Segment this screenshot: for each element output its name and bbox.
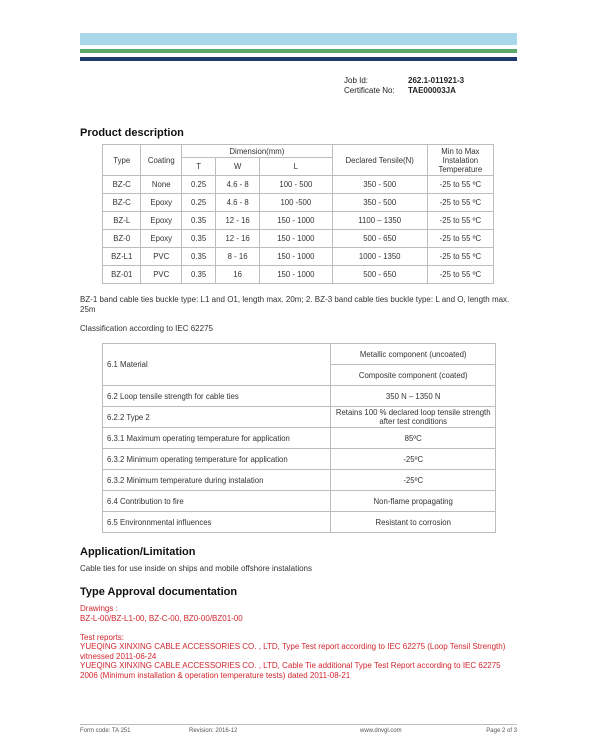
cell-w: 16 — [216, 266, 260, 284]
classification-property: 6.3.2 Minimum operating temperature for application — [103, 449, 331, 470]
header-tensile: Declared Tensile(N) — [332, 145, 427, 176]
table-row — [103, 266, 494, 284]
cell-tensile: 1100 – 1350 — [332, 212, 427, 230]
cell-tensile: 1000 - 1350 — [332, 248, 427, 266]
product-table — [102, 144, 494, 284]
classification-title: Classification according to IEC 62275 — [80, 324, 213, 333]
cell-t: 0.35 — [182, 230, 216, 248]
cell-w: 4.6 - 8 — [216, 194, 260, 212]
classification-property: 6.4 Contribution to fire — [103, 491, 331, 512]
cell-tensile: 500 - 650 — [332, 266, 427, 284]
table-row — [103, 230, 494, 248]
cell-t: 0.25 — [182, 194, 216, 212]
drawings-label: Drawings : — [80, 604, 118, 613]
table-row — [103, 194, 494, 212]
cell-temperature: -25 to 55 ºC — [427, 230, 493, 248]
table-row — [103, 248, 494, 266]
table-row — [103, 386, 496, 407]
table-row — [103, 428, 496, 449]
cell-temperature: -25 to 55 ºC — [427, 212, 493, 230]
job-id-value: 262.1-011921-3 — [408, 76, 465, 85]
cell-temperature: -25 to 55 ºC — [427, 266, 493, 284]
cell-t: 0.25 — [182, 176, 216, 194]
header-band-navy — [80, 57, 517, 61]
job-id-label: Job Id: — [344, 76, 369, 85]
header-t: T — [182, 158, 216, 176]
header-temperature: Min to Max Instalation Temperature — [427, 145, 493, 176]
application-title: Application/Limitation — [80, 546, 196, 558]
cell-t: 0.35 — [182, 212, 216, 230]
cell-coating: None — [141, 176, 182, 194]
material-label: 6.1 Material — [103, 344, 331, 386]
classification-property: 6.2.2 Type 2 — [103, 407, 331, 428]
classification-property: 6.5 Environnmental influences — [103, 512, 331, 533]
cell-l: 150 - 1000 — [260, 266, 333, 284]
classification-value: 85ºC — [331, 428, 496, 449]
cell-type: BZ-L1 — [103, 248, 141, 266]
cell-l: 150 - 1000 — [260, 248, 333, 266]
material-value-metallic: Metallic component (uncoated) — [331, 344, 496, 365]
test-reports-label: Test reports: — [80, 633, 125, 642]
cell-type: BZ-L — [103, 212, 141, 230]
footer-form-code: Form code: TA 251 — [80, 728, 131, 734]
table-row — [103, 512, 496, 533]
cell-w: 12 - 16 — [216, 212, 260, 230]
cell-l: 150 - 1000 — [260, 230, 333, 248]
header-l: L — [260, 158, 333, 176]
cell-temperature: -25 to 55 ºC — [427, 248, 493, 266]
test-report-1: YUEQING XINXING CABLE ACCESSORIES CO. , LTD, Type Test report according to IEC 62275 (Loop Tensil Strength) vitnessed 2011-06-24 — [80, 642, 506, 661]
cell-coating: PVC — [141, 266, 182, 284]
product-description-title: Product description — [80, 127, 184, 139]
cell-tensile: 350 - 500 — [332, 194, 427, 212]
cell-t: 0.35 — [182, 248, 216, 266]
cell-type: BZ-0 — [103, 230, 141, 248]
cell-temperature: -25 to 55 ºC — [427, 194, 493, 212]
cell-t: 0.35 — [182, 266, 216, 284]
test-report-2: YUEQING XINXING CABLE ACCESSORIES CO. , LTD, Cable Tie additional Type Test Report according to IEC 62275 2006 (Minimum installation & operation temperature tests) dated 2011-08-21 — [80, 661, 501, 680]
classification-property: 6.3.2 Minimum temperature during instalation — [103, 470, 331, 491]
cell-type: BZ-C — [103, 176, 141, 194]
header-band-lightblue — [80, 33, 517, 45]
table-row — [103, 470, 496, 491]
cell-l: 100 - 500 — [260, 176, 333, 194]
classification-table — [102, 343, 496, 533]
certificate-value: TAE00003JA — [408, 86, 456, 95]
drawings-value: BZ-L-00/BZ-L1-00, BZ-C-00, BZ0-00/BZ01-00 — [80, 614, 243, 623]
classification-value: Resistant to corrosion — [331, 512, 496, 533]
table-row — [103, 407, 496, 428]
header-type: Type — [103, 145, 141, 176]
classification-value: Non-flame propagating — [331, 491, 496, 512]
classification-property: 6.2 Loop tensile strength for cable ties — [103, 386, 331, 407]
material-value-composite: Composite component (coated) — [331, 365, 496, 386]
table-row — [103, 176, 494, 194]
cell-coating: Epoxy — [141, 230, 182, 248]
cell-type: BZ-01 — [103, 266, 141, 284]
cell-tensile: 350 - 500 — [332, 176, 427, 194]
cell-w: 4.6 - 8 — [216, 176, 260, 194]
cell-coating: Epoxy — [141, 194, 182, 212]
cell-coating: PVC — [141, 248, 182, 266]
table-row — [103, 212, 494, 230]
type-approval-title: Type Approval documentation — [80, 586, 238, 598]
cell-type: BZ-C — [103, 194, 141, 212]
header-coating: Coating — [141, 145, 182, 176]
cell-tensile: 500 - 650 — [332, 230, 427, 248]
cell-l: 100 -500 — [260, 194, 333, 212]
application-text: Cable ties for use inside on ships and mobile offshore instalations — [80, 564, 312, 573]
certificate-label: Certificate No: — [344, 86, 395, 95]
footer-page-number: Page 2 of 3 — [486, 728, 517, 734]
classification-property: 6.3.1 Maximum operating temperature for application — [103, 428, 331, 449]
cell-l: 150 - 1000 — [260, 212, 333, 230]
header-w: W — [216, 158, 260, 176]
classification-value: Retains 100 % declared loop tensile strength after test conditions — [331, 407, 496, 428]
header-dimension: Dimension(mm) — [182, 145, 333, 158]
table-row — [103, 491, 496, 512]
cell-temperature: -25 to 55 ºC — [427, 176, 493, 194]
cell-w: 8 - 16 — [216, 248, 260, 266]
footer-website: www.dnvgl.com — [360, 728, 402, 734]
cell-coating: Epoxy — [141, 212, 182, 230]
job-info — [344, 76, 464, 96]
page-footer — [80, 724, 517, 734]
cell-w: 12 - 16 — [216, 230, 260, 248]
classification-value: -25ºC — [331, 449, 496, 470]
classification-value: -25ºC — [331, 470, 496, 491]
footer-revision: Revision: 2016-12 — [189, 728, 238, 734]
classification-value: 350 N – 1350 N — [331, 386, 496, 407]
table-row — [103, 449, 496, 470]
product-note: BZ-1 band cable ties buckle type: L1 and O1, length max. 20m; 2. BZ-3 band cable ties buckle type: L and O, length max. 25m — [80, 295, 510, 314]
